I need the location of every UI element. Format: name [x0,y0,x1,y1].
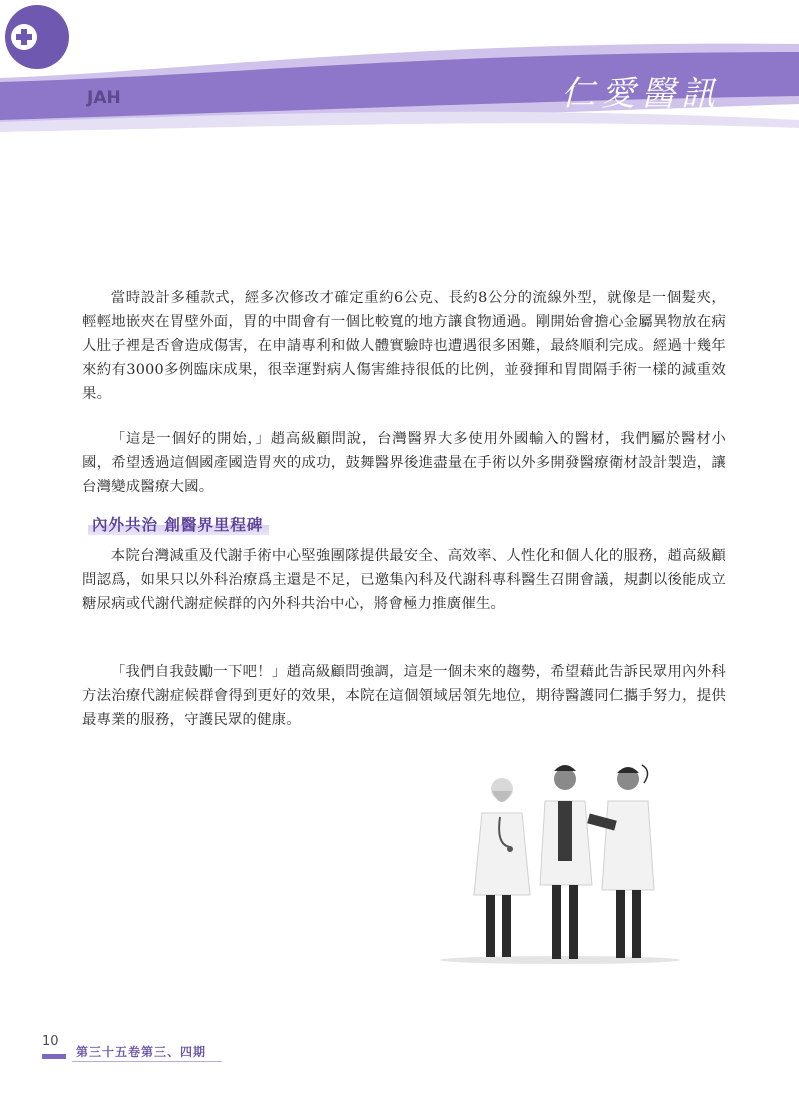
footer-accent-bar [42,1054,66,1059]
page-number: 10 [42,1034,59,1049]
publication-title: 仁愛醫訊 [561,74,721,114]
doctor-left [474,778,530,957]
article-paragraph: 「這是一個好的開始，」趙高級顧問說，台灣醫界大多使用外國輸入的醫材，我們屬於醫材小國，希望透過這個國產國造胃夾的成功，鼓舞醫界後進盡量在手術以外多開發醫療衛材設計製造，讓台灣變成醫療大國。 [82,431,726,495]
doctor-right [587,765,654,958]
section-heading: 內外共治 創醫界里程碑 [88,513,269,535]
article-paragraph: 當時設計多種款式，經多次修改才確定重約6公克、長約8公分的流線外型，就像是一個髮夾，輕輕地嵌夾在胃壁外面，胃的中間會有一個比較寬的地方讓食物通過。剛開始會擔心金屬異物放在病人肚子裡是否會造成傷害，在申請專利和做人體實驗時也遭遇很多困難，最終順利完成。經過十幾年來約有3000多例臨床成果，很幸運對病人傷害維持很低的比例，並發揮和胃間隔手術一樣的減重效果。 [82,290,726,402]
article-paragraph: 「我們自我鼓勵一下吧！」趙高級顧問強調，這是一個未來的趨勢，希望藉此告訴民眾用內外科方法治療代謝症候群會得到更好的效果，本院在這個領域居領先地位，期待醫護同仁攜手努力，提供最專業的服務，守護民眾的健康。 [82,664,726,728]
hospital-logo-icon [0,0,74,74]
issue-label: 第三十五卷第三、四期 [76,1045,207,1059]
doctor-middle [540,765,592,959]
footer-divider [72,1061,222,1062]
logo-text: JAH [87,88,121,108]
page-header [0,0,799,150]
doctors-illustration-icon [430,755,690,970]
article-paragraph: 本院台灣減重及代謝手術中心堅強團隊提供最安全、高效率、人性化和個人化的服務，趙高級顧問認爲，如果只以外科治療爲主還是不足，已邀集內科及代謝科專科醫生召開會議，規劃以後能成立糖尿病或代謝代謝症候群的內外科共治中心，將會極力推廣催生。 [82,548,726,612]
